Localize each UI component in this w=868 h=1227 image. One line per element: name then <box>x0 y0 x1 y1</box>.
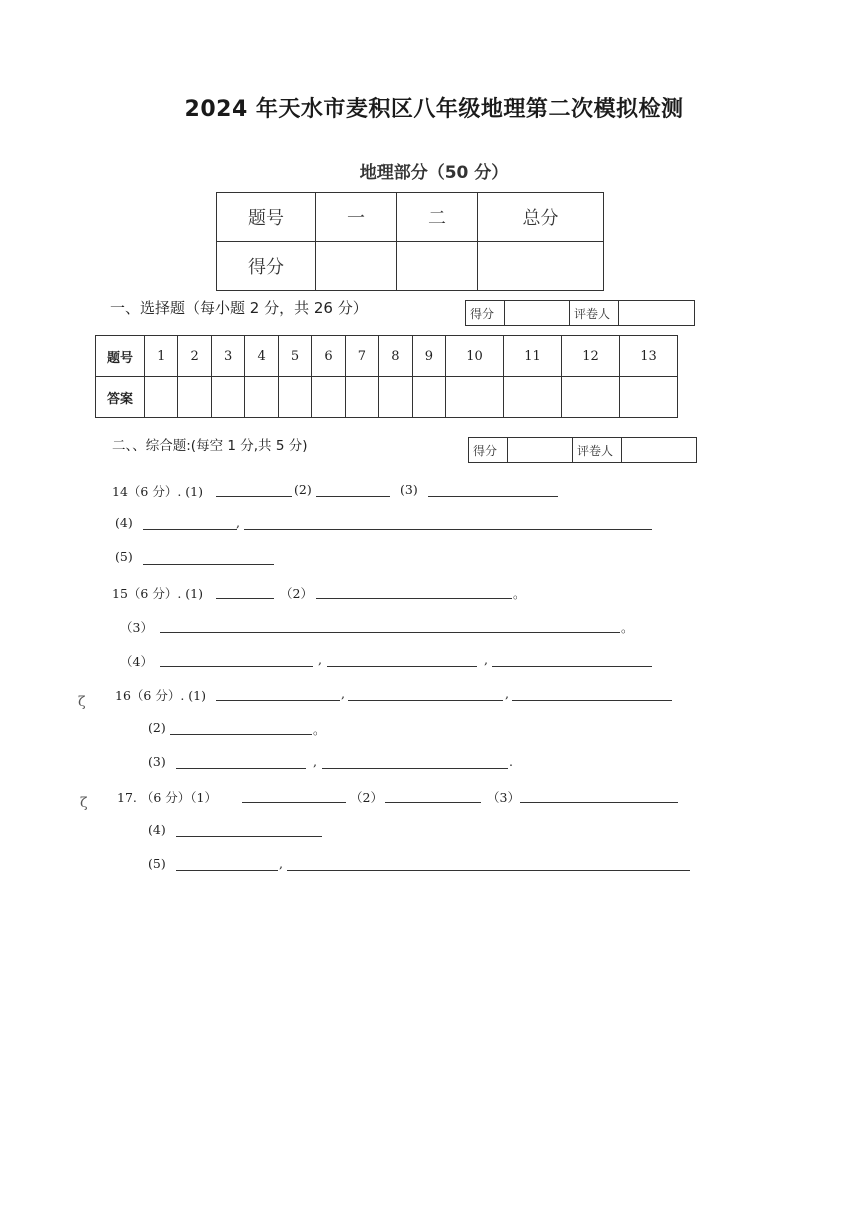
q16-comma-1: , <box>341 686 345 701</box>
answer-cell[interactable] <box>278 377 311 418</box>
q14-blank-4a[interactable] <box>143 529 237 530</box>
answer-cell[interactable] <box>562 377 620 418</box>
section1-grader-box <box>465 300 695 326</box>
q14-blank-1[interactable] <box>216 496 292 497</box>
grader-score-cell[interactable] <box>508 438 573 463</box>
grader-score-label: 得分 <box>469 438 508 463</box>
q14-part2-label: (2) <box>294 482 312 497</box>
q14-blank-5[interactable] <box>143 564 274 565</box>
q16-part3-label: (3) <box>148 754 166 769</box>
q14-comma: , <box>236 515 240 530</box>
q17-blank-5b[interactable] <box>287 870 690 871</box>
q17-blank-1[interactable] <box>242 802 346 803</box>
answer-cell[interactable] <box>211 377 244 418</box>
answer-grid-number: 13 <box>619 336 677 377</box>
q17-blank-4[interactable] <box>176 836 322 837</box>
q16-blank-1c[interactable] <box>512 700 672 701</box>
answer-cell[interactable] <box>245 377 278 418</box>
q17-part5-label: (5) <box>148 856 166 871</box>
answer-grid-number-label: 题号 <box>96 336 145 377</box>
q17-part2-label: （2） <box>350 790 383 805</box>
q16-comma-3: , <box>313 754 317 769</box>
score-cell-part1[interactable] <box>316 242 397 291</box>
grader-reviewer-label: 评卷人 <box>570 301 619 326</box>
answer-cell[interactable] <box>379 377 412 418</box>
section1-heading: 一、选择题（每小题 2 分，共 26 分） <box>110 299 368 317</box>
q15-blank-2[interactable] <box>316 598 512 599</box>
q16-period-3: . <box>509 754 513 769</box>
answer-cell[interactable] <box>446 377 504 418</box>
q17-blank-3[interactable] <box>520 802 678 803</box>
q16-period-2: 。 <box>313 722 326 737</box>
q17-label: 17. （6 分）（1） <box>117 790 217 805</box>
score-row-label: 得分 <box>217 242 316 291</box>
q15-blank-3[interactable] <box>160 632 620 633</box>
answer-grid-number: 10 <box>446 336 504 377</box>
q14-part5-label: (5) <box>115 549 133 564</box>
answer-cell[interactable] <box>412 377 445 418</box>
q15-part4-label: （4） <box>120 654 153 669</box>
q15-period-3: 。 <box>621 620 634 635</box>
answer-cell[interactable] <box>504 377 562 418</box>
answer-cell[interactable] <box>345 377 378 418</box>
q15-comma-2: , <box>484 652 488 667</box>
section-subtitle: 地理部分（50 分） <box>359 163 509 183</box>
binding-margin-mark: ζ <box>78 694 86 710</box>
q15-part2-label: （2） <box>280 586 313 601</box>
answer-grid-number: 11 <box>504 336 562 377</box>
q14-label: 14（6 分）. (1) <box>112 484 203 499</box>
q17-blank-5a[interactable] <box>176 870 278 871</box>
answer-cell[interactable] <box>145 377 178 418</box>
q16-blank-3b[interactable] <box>322 768 508 769</box>
q16-part2-label: (2) <box>148 720 166 735</box>
answer-cell[interactable] <box>178 377 211 418</box>
q16-label: 16（6 分）. (1) <box>115 688 206 703</box>
q15-blank-4c[interactable] <box>492 666 652 667</box>
q16-blank-2[interactable] <box>170 734 312 735</box>
section2-grader-box <box>468 437 697 463</box>
score-header-part1: 一 <box>316 193 397 242</box>
q15-blank-1[interactable] <box>216 598 274 599</box>
answer-grid-number: 4 <box>245 336 278 377</box>
q14-part3-label: (3) <box>400 482 418 497</box>
q16-blank-1b[interactable] <box>348 700 503 701</box>
total-score-table <box>216 192 604 291</box>
section2-heading: 二、、综合题:(每空 1 分,共 5 分) <box>112 438 308 454</box>
answer-grid-number: 7 <box>345 336 378 377</box>
score-cell-total[interactable] <box>478 242 604 291</box>
q15-label: 15（6 分）. (1) <box>112 586 203 601</box>
answer-grid-number: 3 <box>211 336 244 377</box>
answer-grid-number: 12 <box>562 336 620 377</box>
q17-blank-2[interactable] <box>385 802 481 803</box>
q14-blank-4b[interactable] <box>244 529 652 530</box>
score-header-number: 题号 <box>217 193 316 242</box>
q16-comma-2: , <box>505 686 509 701</box>
q17-part4-label: (4) <box>148 822 166 837</box>
q15-blank-4a[interactable] <box>160 666 313 667</box>
grader-reviewer-cell[interactable] <box>619 301 695 326</box>
answer-grid-number: 2 <box>178 336 211 377</box>
score-header-part2: 二 <box>397 193 478 242</box>
answer-grid-number: 9 <box>412 336 445 377</box>
q15-period-1: 。 <box>513 586 526 601</box>
q15-part3-label: （3） <box>120 620 153 635</box>
q14-blank-3[interactable] <box>428 496 558 497</box>
q15-blank-4b[interactable] <box>327 666 477 667</box>
grader-score-cell[interactable] <box>505 301 570 326</box>
grader-reviewer-label: 评卷人 <box>573 438 622 463</box>
answer-grid-number: 1 <box>145 336 178 377</box>
score-header-total: 总分 <box>478 193 604 242</box>
answer-cell[interactable] <box>619 377 677 418</box>
q16-blank-1a[interactable] <box>216 700 340 701</box>
answer-grid-answer-label: 答案 <box>96 377 145 418</box>
answer-cell[interactable] <box>312 377 345 418</box>
q14-part4-label: (4) <box>115 515 133 530</box>
exam-title: 2024 年天水市麦积区八年级地理第二次模拟检测 <box>184 97 684 122</box>
answer-grid <box>95 335 678 418</box>
answer-grid-number: 6 <box>312 336 345 377</box>
q15-comma-1: , <box>318 652 322 667</box>
q16-blank-3a[interactable] <box>176 768 306 769</box>
q17-comma: , <box>279 856 283 871</box>
score-cell-part2[interactable] <box>397 242 478 291</box>
answer-grid-number: 5 <box>278 336 311 377</box>
binding-margin-mark: ζ <box>80 795 88 811</box>
q17-part3-label: （3） <box>487 790 520 805</box>
grader-reviewer-cell[interactable] <box>622 438 697 463</box>
q14-blank-2[interactable] <box>316 496 390 497</box>
grader-score-label: 得分 <box>466 301 505 326</box>
answer-grid-number: 8 <box>379 336 412 377</box>
